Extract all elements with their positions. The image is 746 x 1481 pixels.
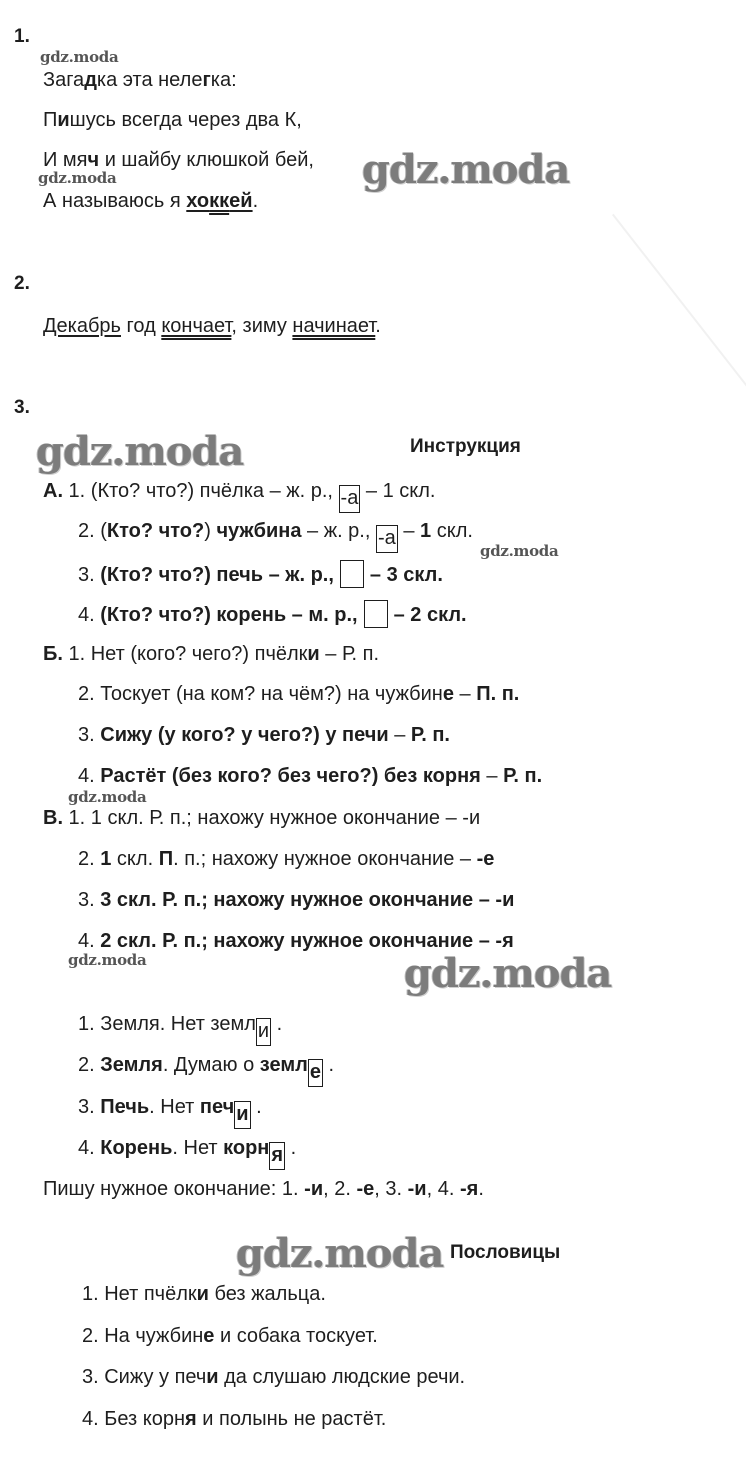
task-number-3: 3.: [14, 397, 30, 418]
watermark: gdz.moda: [36, 428, 244, 475]
instruction-B-4: 4. Растёт (без кого? без чего?) без корня – Р. п.: [78, 765, 543, 787]
instruction-A-2: 2. (Кто? что?) чужбина – ж. р., -а – 1 скл.: [78, 519, 473, 553]
example-line-4: 4. Корень. Нет корн я .: [78, 1136, 296, 1170]
proverb-3: 3. Сижу у печи да слушаю людские речи.: [82, 1366, 466, 1388]
riddle-line-3: И мяч и шайбу клюшкой бей,: [43, 149, 314, 171]
instruction-V-1: В. 1. 1 скл. Р. п.; нахожу нужное окончание – -и: [43, 807, 481, 829]
watermark: gdz.moda: [40, 48, 119, 66]
proverbs-heading: Пословицы: [450, 1242, 561, 1263]
example-line-3: 3. Печь. Нет печ и .: [78, 1095, 262, 1129]
watermark: gdz.moda: [68, 788, 147, 806]
ending-summary: Пишу нужное окончание: 1. -и, 2. -е, 3. -и, 4. -я.: [43, 1178, 484, 1200]
instruction-heading: Инструкция: [410, 436, 521, 457]
watermark: gdz.moda: [68, 951, 147, 969]
riddle-line-1: Загадка эта нелегка:: [43, 69, 237, 91]
faint-diagonal-line: [612, 214, 746, 475]
task-number-1: 1.: [14, 26, 30, 47]
watermark: gdz.moda: [38, 169, 117, 187]
proverb-1: 1. Нет пчёлки без жальца.: [82, 1283, 326, 1305]
instruction-V-2: 2. 1 скл. П. п.; нахожу нужное окончание – -е: [78, 848, 495, 870]
watermark: gdz.moda: [480, 542, 559, 560]
instruction-V-4: 4. 2 скл. Р. п.; нахожу нужное окончание – -я: [78, 930, 514, 952]
example-line-2: 2. Земля. Думаю о земл е .: [78, 1053, 334, 1087]
watermark: gdz.moda: [362, 146, 570, 193]
watermark: gdz.moda: [404, 950, 612, 997]
example-line-1: 1. Земля. Нет земл и .: [78, 1012, 282, 1046]
instruction-A-4: 4. (Кто? что?) корень – м. р., – 2 скл.: [78, 600, 467, 628]
saying-line: Декабрь год кончает, зиму начинает.: [43, 315, 381, 337]
watermark: gdz.moda: [236, 1230, 444, 1277]
empty-ending-box: [364, 600, 388, 628]
instruction-A-3: 3. (Кто? что?) печь – ж. р., – 3 скл.: [78, 560, 443, 588]
task-number-2: 2.: [14, 273, 30, 294]
instruction-V-3: 3. 3 скл. Р. п.; нахожу нужное окончание – -и: [78, 889, 515, 911]
proverb-4: 4. Без корня и полынь не растёт.: [82, 1408, 387, 1430]
instruction-B-2: 2. Тоскует (на ком? на чём?) на чужбине – П. п.: [78, 683, 520, 705]
proverb-2: 2. На чужбине и собака тоскует.: [82, 1325, 378, 1347]
instruction-B-3: 3. Сижу (у кого? у чего?) у печи – Р. п.: [78, 724, 450, 746]
empty-ending-box: [340, 560, 364, 588]
instruction-A-1: А. 1. (Кто? что?) пчёлка – ж. р., -а – 1 скл.: [43, 479, 435, 513]
riddle-line-4: А называюсь я хоккей.: [43, 190, 259, 212]
instruction-B-1: Б. 1. Нет (кого? чего?) пчёлки – Р. п.: [43, 643, 380, 665]
riddle-line-2: Пишусь всегда через два К,: [43, 109, 302, 131]
